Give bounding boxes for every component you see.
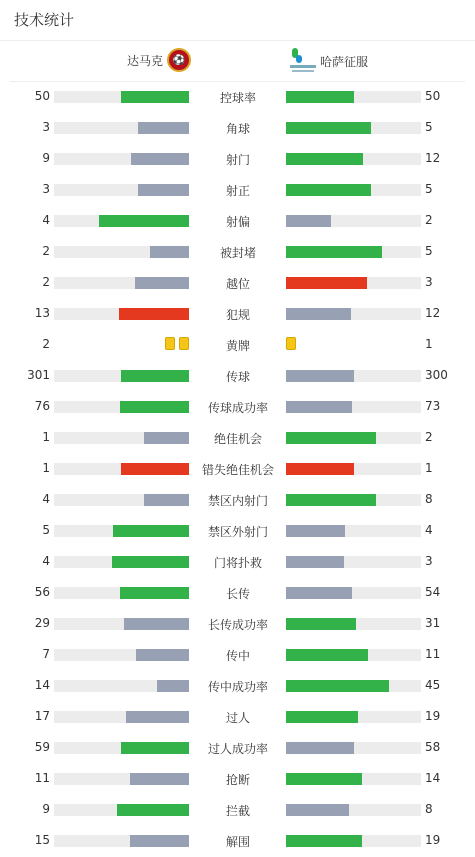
away-stat-value: 300 — [425, 368, 448, 382]
away-stat-value: 1 — [425, 461, 433, 475]
away-stat-bar — [286, 91, 421, 103]
away-team-logo-icon — [290, 48, 316, 74]
home-stat-bar — [54, 711, 189, 723]
away-stat-bar — [286, 680, 421, 692]
stat-row — [0, 552, 475, 572]
page-title: 技术统计 — [14, 11, 75, 29]
home-stat-bar-fill — [131, 153, 189, 165]
home-stat-value: 50 — [34, 89, 50, 103]
stat-row — [0, 428, 475, 448]
home-stat-bar-fill — [135, 277, 189, 289]
home-stat-bar-fill — [120, 587, 189, 599]
away-stat-bar-fill — [286, 711, 358, 723]
stat-label: 角球 — [225, 122, 250, 136]
stat-label: 过人 — [225, 711, 250, 725]
home-stat-value: 3 — [42, 120, 50, 134]
away-stat-bar-fill — [286, 525, 345, 537]
away-stat-value: 31 — [425, 616, 441, 630]
away-stat-bar-fill — [286, 122, 371, 134]
stat-row — [0, 118, 475, 138]
away-stat-value: 2 — [425, 213, 433, 227]
home-stat-value: 2 — [42, 244, 50, 258]
home-stat-bar-fill — [121, 463, 189, 475]
home-stat-value: 9 — [42, 151, 50, 165]
away-stat-bar-fill — [286, 556, 344, 568]
away-stat-bar — [286, 308, 421, 320]
home-stat-bar — [54, 804, 189, 816]
away-stat-value: 58 — [425, 740, 441, 754]
stat-row — [0, 335, 475, 355]
home-stat-value: 4 — [42, 492, 50, 506]
away-stat-bar-fill — [286, 804, 349, 816]
home-stat-bar — [54, 432, 189, 444]
home-stat-bar — [54, 277, 189, 289]
stat-label: 错失绝佳机会 — [201, 463, 274, 477]
home-stat-value: 4 — [42, 213, 50, 227]
away-stat-value: 54 — [425, 585, 441, 599]
away-stat-value: 8 — [425, 802, 433, 816]
away-stat-bar — [286, 618, 421, 630]
away-stat-bar — [286, 122, 421, 134]
home-stat-bar — [54, 556, 189, 568]
stat-row — [0, 645, 475, 665]
stat-label: 抢断 — [225, 773, 250, 787]
home-yellow-cards — [165, 337, 189, 350]
stat-row — [0, 211, 475, 231]
stat-label: 射门 — [225, 153, 250, 167]
home-stat-bar-fill — [113, 525, 189, 537]
away-stat-value: 50 — [425, 89, 441, 103]
home-stat-value: 29 — [34, 616, 50, 630]
away-stat-bar — [286, 246, 421, 258]
home-stat-value: 9 — [42, 802, 50, 816]
stat-label: 拦截 — [225, 804, 250, 818]
home-stat-bar-fill — [120, 401, 189, 413]
away-stat-bar — [286, 153, 421, 165]
away-team-name: 哈萨征服 — [320, 54, 369, 69]
away-stat-bar-fill — [286, 463, 354, 475]
stat-label: 黄牌 — [225, 339, 250, 353]
stat-label: 传中成功率 — [207, 680, 268, 694]
stat-label: 越位 — [225, 277, 250, 291]
away-stat-bar — [286, 401, 421, 413]
home-stat-bar — [54, 370, 189, 382]
yellow-card-icon — [286, 337, 296, 350]
home-stat-bar — [54, 525, 189, 537]
teams-header — [0, 44, 475, 80]
home-stat-value: 4 — [42, 554, 50, 568]
away-stat-bar — [286, 525, 421, 537]
home-stat-bar-fill — [117, 804, 189, 816]
stat-label: 绝佳机会 — [213, 432, 262, 446]
away-stat-bar-fill — [286, 308, 351, 320]
away-stat-bar-fill — [286, 494, 376, 506]
away-stat-bar — [286, 556, 421, 568]
away-stat-bar — [286, 835, 421, 847]
away-stat-value: 14 — [425, 771, 441, 785]
away-stat-bar — [286, 370, 421, 382]
home-stat-value: 17 — [34, 709, 50, 723]
stat-row — [0, 676, 475, 696]
away-stat-bar-fill — [286, 153, 363, 165]
away-stat-bar — [286, 432, 421, 444]
home-stat-bar — [54, 308, 189, 320]
away-stat-bar — [286, 804, 421, 816]
home-stat-value: 15 — [34, 833, 50, 847]
home-stat-bar-fill — [124, 618, 189, 630]
teams-divider — [10, 81, 465, 82]
home-stat-bar — [54, 91, 189, 103]
home-stat-bar — [54, 215, 189, 227]
yellow-card-icon — [165, 337, 175, 350]
away-stat-value: 19 — [425, 833, 441, 847]
home-stat-bar-fill — [144, 432, 189, 444]
home-stat-value: 301 — [27, 368, 50, 382]
stat-row — [0, 707, 475, 727]
home-stat-value: 59 — [34, 740, 50, 754]
home-stat-bar-fill — [136, 649, 189, 661]
stat-row — [0, 180, 475, 200]
away-stat-value: 73 — [425, 399, 441, 413]
home-stat-bar-fill — [150, 246, 189, 258]
home-stat-bar-fill — [130, 773, 189, 785]
stat-row — [0, 490, 475, 510]
stat-row — [0, 397, 475, 417]
home-stat-bar — [54, 494, 189, 506]
home-stat-bar — [54, 184, 189, 196]
stat-label: 解围 — [225, 835, 250, 849]
away-stat-bar — [286, 463, 421, 475]
home-stat-value: 7 — [42, 647, 50, 661]
stat-label: 控球率 — [219, 91, 256, 105]
away-stat-bar-fill — [286, 91, 354, 103]
stat-label: 传球成功率 — [207, 401, 268, 415]
stat-row — [0, 149, 475, 169]
away-stat-bar — [286, 742, 421, 754]
stat-label: 被封堵 — [219, 246, 256, 260]
home-stat-bar-fill — [130, 835, 189, 847]
stat-label: 过人成功率 — [207, 742, 268, 756]
home-stat-bar — [54, 742, 189, 754]
home-stat-bar-fill — [121, 370, 189, 382]
home-stat-bar — [54, 649, 189, 661]
away-stat-bar-fill — [286, 215, 331, 227]
away-stat-bar-fill — [286, 835, 362, 847]
away-stat-bar — [286, 494, 421, 506]
home-stat-value: 1 — [42, 430, 50, 444]
away-stat-value: 12 — [425, 151, 441, 165]
away-stat-bar — [286, 649, 421, 661]
home-stat-bar-fill — [138, 122, 189, 134]
stat-row — [0, 831, 475, 851]
stat-label: 长传成功率 — [207, 618, 268, 632]
away-stat-value: 5 — [425, 182, 433, 196]
stat-row — [0, 521, 475, 541]
home-stat-bar-fill — [112, 556, 189, 568]
yellow-card-icon — [179, 337, 189, 350]
home-stat-bar — [54, 618, 189, 630]
stat-label: 禁区内射门 — [207, 494, 268, 508]
away-yellow-cards — [286, 337, 296, 350]
home-stat-bar-fill — [121, 91, 189, 103]
stat-row — [0, 769, 475, 789]
home-stat-bar-fill — [138, 184, 189, 196]
away-stat-bar-fill — [286, 277, 367, 289]
home-stat-value: 5 — [42, 523, 50, 537]
away-stat-bar — [286, 587, 421, 599]
away-stat-bar-fill — [286, 773, 362, 785]
home-stat-value: 76 — [34, 399, 50, 413]
away-stat-value: 3 — [425, 554, 433, 568]
away-stat-bar-fill — [286, 401, 352, 413]
away-stat-bar — [286, 184, 421, 196]
home-stat-value: 14 — [34, 678, 50, 692]
away-stat-bar-fill — [286, 587, 352, 599]
home-stat-bar — [54, 773, 189, 785]
away-stat-value: 8 — [425, 492, 433, 506]
away-team[interactable] — [290, 48, 368, 74]
stat-row — [0, 273, 475, 293]
stat-row — [0, 738, 475, 758]
home-stat-bar — [54, 246, 189, 258]
stat-label: 传球 — [225, 370, 250, 384]
home-stat-bar-fill — [126, 711, 189, 723]
home-stat-bar — [54, 587, 189, 599]
home-stat-bar-fill — [157, 680, 189, 692]
away-stat-bar — [286, 215, 421, 227]
home-team[interactable] — [127, 48, 191, 72]
away-stat-value: 12 — [425, 306, 441, 320]
header-divider — [0, 40, 475, 41]
stat-label: 射正 — [225, 184, 250, 198]
home-stat-bar — [54, 153, 189, 165]
away-stat-bar — [286, 277, 421, 289]
home-stat-value: 2 — [42, 337, 50, 351]
stat-label: 门将扑救 — [213, 556, 262, 570]
home-stat-value: 1 — [42, 461, 50, 475]
stat-row — [0, 87, 475, 107]
stat-label: 传中 — [225, 649, 250, 663]
home-stat-value: 11 — [34, 771, 50, 785]
stat-row — [0, 459, 475, 479]
away-stat-value: 3 — [425, 275, 433, 289]
home-stat-bar — [54, 401, 189, 413]
away-stat-value: 45 — [425, 678, 441, 692]
away-stat-bar-fill — [286, 246, 382, 258]
away-stat-value: 1 — [425, 337, 433, 351]
away-stat-bar-fill — [286, 680, 389, 692]
home-stat-value: 13 — [34, 306, 50, 320]
away-stat-bar-fill — [286, 432, 376, 444]
home-stat-bar — [54, 463, 189, 475]
away-stat-value: 4 — [425, 523, 433, 537]
home-team-name: 达马克 — [126, 53, 163, 68]
stat-label: 禁区外射门 — [207, 525, 268, 539]
stat-label: 射偏 — [225, 215, 250, 229]
away-stat-bar — [286, 773, 421, 785]
stat-row — [0, 242, 475, 262]
stat-label: 长传 — [225, 587, 250, 601]
away-stat-value: 2 — [425, 430, 433, 444]
home-stat-value: 2 — [42, 275, 50, 289]
home-stat-bar — [54, 680, 189, 692]
stat-row — [0, 583, 475, 603]
home-stat-bar-fill — [119, 308, 189, 320]
home-stat-bar-fill — [121, 742, 189, 754]
away-stat-bar-fill — [286, 649, 368, 661]
away-stat-bar-fill — [286, 184, 371, 196]
stat-row — [0, 366, 475, 386]
away-stat-bar-fill — [286, 742, 354, 754]
away-stat-bar — [286, 711, 421, 723]
away-stat-value: 5 — [425, 244, 433, 258]
home-team-crest-icon: ⚽ — [167, 48, 191, 72]
away-stat-bar-fill — [286, 370, 354, 382]
home-stat-bar — [54, 835, 189, 847]
away-stat-value: 19 — [425, 709, 441, 723]
home-stat-value: 56 — [34, 585, 50, 599]
away-stat-bar-fill — [286, 618, 356, 630]
home-stat-bar-fill — [99, 215, 189, 227]
away-stat-value: 5 — [425, 120, 433, 134]
stat-row — [0, 800, 475, 820]
away-stat-value: 11 — [425, 647, 441, 661]
stat-row — [0, 304, 475, 324]
stat-label: 犯规 — [225, 308, 250, 322]
stat-row — [0, 614, 475, 634]
home-stat-bar-fill — [144, 494, 189, 506]
home-stat-bar — [54, 122, 189, 134]
home-stat-value: 3 — [42, 182, 50, 196]
